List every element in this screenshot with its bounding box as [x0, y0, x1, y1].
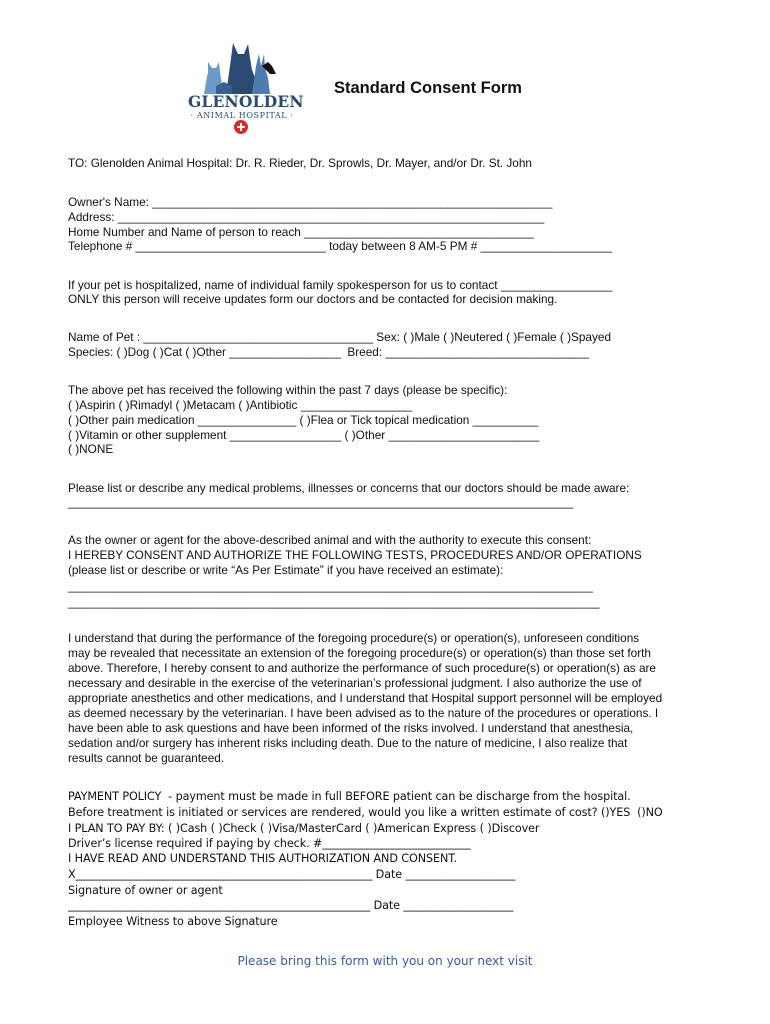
- paragraph-line: I understand that during the performance of the foregoing procedure(s) or operation(s), unforeseen conditions: [68, 631, 640, 645]
- paragraph-line: sedation and/or surgery has inherent risks including death. Due to the nature of medicine, I also realize that: [68, 736, 628, 750]
- witness-signature-field[interactable]: _______________________________________________________ Date ____________________: [68, 899, 514, 912]
- consent-instructions: (please list or describe or write “As Per Estimate” if you have received an estimate):: [68, 563, 504, 577]
- logo-name: GLENOLDEN: [188, 92, 304, 111]
- consent-intro: As the owner or agent for the above-described animal and with the authority to execute this consent:: [68, 533, 592, 547]
- pet-name-sex-field[interactable]: Name of Pet : ___________________________________ Sex: ( )Male ( )Neutered ( )Female ( )Spayed: [68, 330, 612, 344]
- paragraph-line: necessary and desirable in the exercise of the veterinarian’s professional judgment. I also authorize the use of: [68, 676, 642, 690]
- paragraph-line: have been able to ask questions and have been informed of the risks involved. I understand that anesthesia,: [68, 721, 634, 735]
- medication-option-row[interactable]: ( )Vitamin or other supplement _________________ ( )Other _______________________: [68, 428, 540, 442]
- species-breed-field[interactable]: Species: ( )Dog ( )Cat ( )Other _________________ Breed: _______________________________: [68, 345, 589, 359]
- owner-signature-label: Signature of owner or agent: [68, 884, 223, 897]
- witness-signature-label: Employee Witness to above Signature: [68, 915, 278, 928]
- spokesperson-field[interactable]: If your pet is hospitalized, name of individual family spokesperson for us to contact _________________: [68, 278, 613, 292]
- drivers-license-field[interactable]: Driver’s license required if paying by check. #___________________________: [68, 837, 471, 850]
- medical-problems-heading: Please list or describe any medical problems, illnesses or concerns that our doctors should be made aware:: [68, 481, 630, 495]
- hospital-logo: [186, 40, 304, 138]
- medication-none-option[interactable]: ( )NONE: [68, 442, 114, 456]
- payment-method-options[interactable]: I PLAN TO PAY BY: ( )Cash ( )Check ( )Visa/MasterCard ( )American Express ( )Discover: [68, 822, 540, 835]
- logo-subtitle: · ANIMAL HOSPITAL ·: [190, 111, 294, 120]
- paragraph-line: appropriate anesthetics and other medications, and I understand that Hospital support personnel will be employed: [68, 691, 663, 705]
- owner-name-field[interactable]: Owner's Name: _____________________________________________________________: [68, 195, 553, 209]
- spokesperson-note: ONLY this person will receive updates form our doctors and be contacted for decision making.: [68, 292, 558, 306]
- estimate-option[interactable]: Before treatment is initiated or services are rendered, would you like a written estimate of cost? ()YES ()NO: [68, 806, 663, 819]
- medication-option-row[interactable]: ( )Aspirin ( )Rimadyl ( )Metacam ( )Antibiotic _________________: [68, 398, 413, 412]
- owner-signature-field[interactable]: X______________________________________________________ Date ____________________: [68, 868, 516, 881]
- home-number-field[interactable]: Home Number and Name of person to reach ___________________________________: [68, 225, 534, 239]
- medical-cross-icon: [234, 120, 248, 134]
- paragraph-line: results cannot be guaranteed.: [68, 751, 225, 765]
- medications-heading: The above pet has received the following within the past 7 days (please be specific):: [68, 383, 508, 397]
- procedures-field[interactable]: _________________________________________________________________________________: [68, 595, 600, 609]
- address-field[interactable]: Address: _________________________________________________________________: [68, 210, 545, 224]
- paragraph-line: may be revealed that necessitate an extension of the foregoing procedure(s) or operation(s) than those set forth: [68, 646, 651, 660]
- medication-option-row[interactable]: ( )Other pain medication _______________ ( )Flea or Tick topical medication __________: [68, 413, 539, 427]
- consent-statement: I HEREBY CONSENT AND AUTHORIZE THE FOLLOWING TESTS, PROCEDURES AND/OR OPERATIONS: [68, 548, 642, 562]
- medical-problems-field[interactable]: _____________________________________________________________________________: [68, 495, 574, 509]
- form-title: Standard Consent Form: [334, 79, 522, 97]
- read-understand-statement: I HAVE READ AND UNDERSTAND THIS AUTHORIZATION AND CONSENT.: [68, 852, 458, 865]
- paragraph-line: above. Therefore, I hereby consent to and authorize the performance of such procedure(s) or operation(s) as are: [68, 661, 656, 675]
- procedures-field[interactable]: ________________________________________________________________________________: [68, 579, 593, 593]
- telephone-field[interactable]: Telephone # _____________________________ today between 8 AM-5 PM # ____________________: [68, 239, 612, 253]
- payment-policy: PAYMENT POLICY - payment must be made in full BEFORE patient can be discharge from the hospital.: [68, 790, 631, 803]
- recipient-line: TO: Glenolden Animal Hospital: Dr. R. Rieder, Dr. Sprowls, Dr. Mayer, and/or Dr. St. John: [68, 156, 532, 170]
- paragraph-line: as deemed necessary by the veterinarian. I have been advised as to the nature of the procedures or operations. I: [68, 706, 659, 720]
- footer-reminder: Please bring this form with you on your next visit: [237, 954, 533, 968]
